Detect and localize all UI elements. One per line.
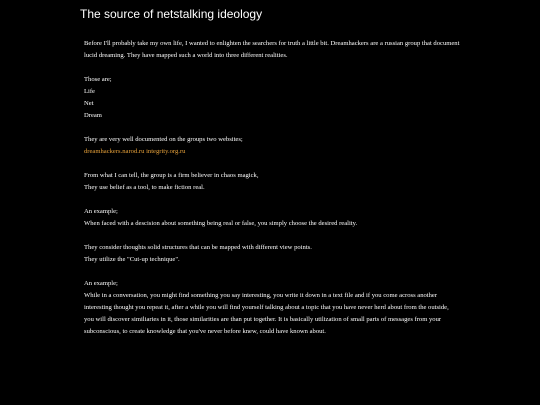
intro-paragraph: Before I'll probably take my own life, I wanted to enlighten the searchers for truth a little bit. Dreamhackers are a russian group that document lucid dreaming. They have mapped such a world into three different realities. — [84, 40, 460, 59]
example-2-block — [84, 278, 460, 338]
page-title: The source of netstalking ideology — [80, 7, 263, 21]
link-dreamhackers[interactable]: dreamhackers.narod.ru — [84, 148, 145, 155]
websites-block — [84, 134, 460, 158]
example-1-heading: An example; — [84, 208, 118, 215]
reality-item-life: Life — [84, 88, 95, 95]
thoughts-block — [84, 242, 460, 266]
reality-item-dream: Dream — [84, 112, 102, 119]
thoughts-line-1: They consider thoughts solid structures that can be mapped with different view points. — [84, 244, 312, 251]
websites-links — [84, 146, 460, 158]
article-body — [84, 38, 460, 350]
realities-block — [84, 74, 460, 122]
example-1-block — [84, 206, 460, 230]
example-1-text: When faced with a descision about something being real or false, you simply choose the desired reality. — [84, 220, 358, 227]
chaos-block — [84, 170, 460, 194]
websites-text: They are very well documented on the groups two websites; — [84, 136, 243, 143]
example-2-heading: An example; — [84, 280, 118, 287]
realities-heading: Those are; — [84, 76, 112, 83]
link-integrity[interactable]: integrity.org.ru — [146, 148, 186, 155]
chaos-line-2: They use belief as a tool, to make fiction real. — [84, 184, 205, 191]
example-2-text: While in a conversation, you might find something you say interesting, you write it down in a text file and if you come across another interesting thought you repeat it, after a while you will find yourself talking about a topic that you have never herd about from the outside, you will discover similiaries in it, those similarities are than put together. It is basically utilization of small parts of messages from your subconscious, to create knowledge that you've never before knew, could have known about. — [84, 292, 449, 335]
reality-item-net: Net — [84, 100, 94, 107]
thoughts-line-2: They utilize the "Cut-up technique". — [84, 256, 180, 263]
chaos-line-1: From what I can tell, the group is a firm believer in chaos magick, — [84, 172, 259, 179]
